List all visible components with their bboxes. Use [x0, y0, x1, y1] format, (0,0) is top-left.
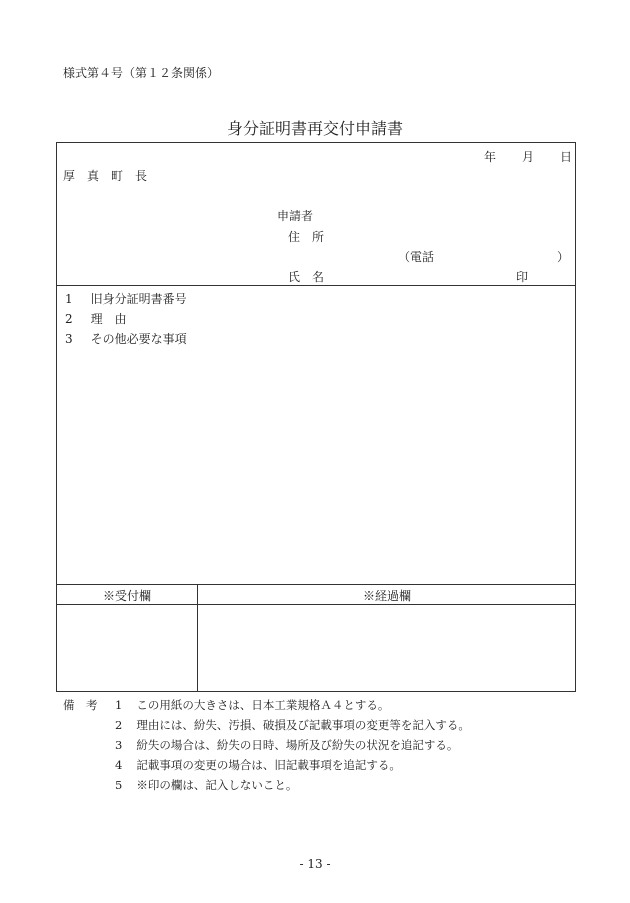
- seal-label: 印: [516, 270, 529, 284]
- item-reason: 2 理 由: [65, 312, 127, 326]
- items-divider: [57, 584, 575, 585]
- item-other-matters: 3 その他必要な事項: [65, 332, 187, 346]
- header-divider: [57, 285, 575, 286]
- application-form: [56, 142, 576, 692]
- date-month-label: 月: [522, 150, 535, 164]
- form-number: 様式第４号（第１２条関係）: [63, 66, 220, 80]
- date-day-label: 日: [560, 150, 573, 164]
- item-old-id-number: 1 旧身分証明書番号: [65, 292, 187, 306]
- progress-header: ※経過欄: [362, 589, 411, 603]
- note-item: 1 この用紙の大きさは、日本工業規格Ａ４とする。: [115, 698, 390, 712]
- note-item: 3 紛失の場合は、紛失の日時、場所及び紛失の状況を追記する。: [115, 738, 459, 752]
- notes-heading: 備 考: [63, 698, 98, 712]
- note-item: 4 記載事項の変更の場合は、旧記載事項を追記する。: [115, 758, 401, 772]
- document-title: 身分証明書再交付申請書: [226, 119, 403, 138]
- reception-header: ※受付欄: [102, 589, 151, 603]
- progress-field: [198, 605, 576, 691]
- name-label: 氏 名: [288, 270, 325, 284]
- reception-field: [57, 605, 197, 691]
- applicant-label: 申請者: [277, 209, 314, 223]
- address-label: 住 所: [288, 230, 325, 244]
- date-year-label: 年: [484, 150, 497, 164]
- phone-close-paren: ）: [557, 250, 570, 264]
- note-item: 5 ※印の欄は、記入しないこと。: [115, 778, 298, 792]
- page-number: - 13 -: [299, 857, 331, 871]
- addressee: 厚 真 町 長: [63, 169, 148, 183]
- phone-label: （電話: [398, 250, 435, 264]
- note-item: 2 理由には、紛失、汚損、破損及び記載事項の変更等を記入する。: [115, 718, 470, 732]
